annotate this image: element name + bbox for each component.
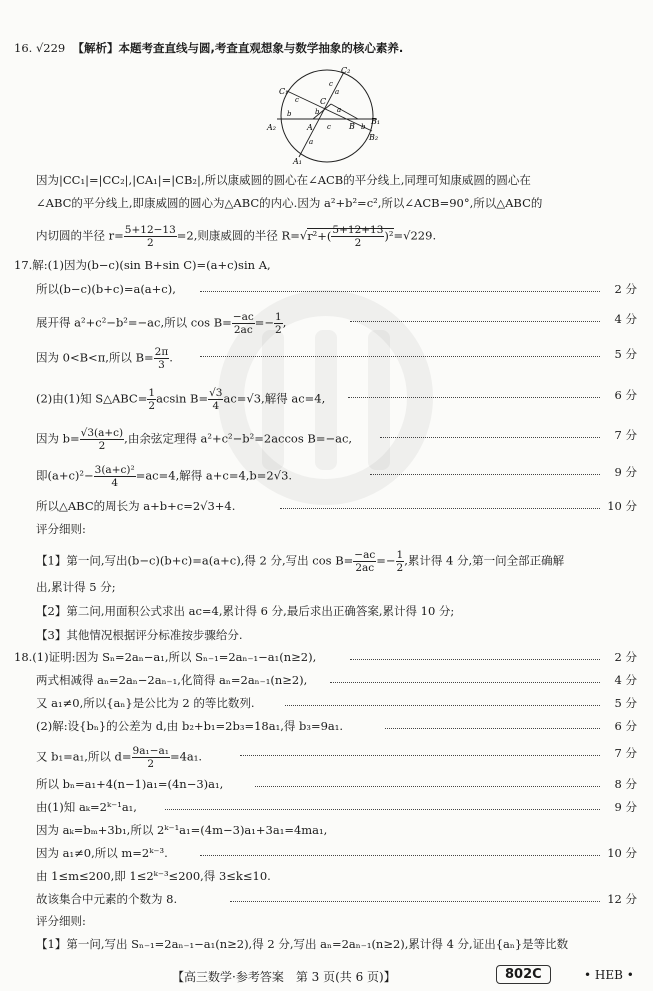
svg-text:C₂: C₂ — [341, 66, 351, 75]
score-leader — [200, 291, 600, 292]
q18-score-11: 12 分 — [607, 892, 637, 906]
svg-text:a: a — [335, 88, 340, 96]
q18-step-11: 故该集合中元素的个数为 8. — [36, 892, 178, 906]
q17-step-4: (2)由(1)知 S△ABC= $\frac{1}{2}$ acsin B= $\frac{√3}{4}$ ac=√3,解得 ac=4, — [36, 387, 326, 412]
q18-score-4: 6 分 — [614, 719, 637, 733]
q16-header: 16. √229 【解析】本题考查直线与圆,考查直观想象与数学抽象的核心素养. — [14, 41, 404, 55]
score-leader — [240, 755, 600, 756]
q17-score-2: 4 分 — [614, 312, 637, 326]
svg-text:c: c — [329, 80, 333, 88]
q17-score-3: 5 分 — [614, 347, 637, 361]
q18-score-9: 10 分 — [607, 846, 637, 860]
score-leader — [285, 705, 600, 706]
page-footer — [0, 966, 653, 988]
svg-text:B₂: B₂ — [369, 133, 379, 142]
q17-rubric-1-cont: 出,累计得 5 分; — [36, 580, 116, 594]
q17-rubric-3: 【3】其他情况根据评分标准按步骤给分. — [36, 628, 243, 642]
q17-step-5: 因为 b= $\frac{√3(a+c)}{2}$ ,由余弦定理得 a²+c²−b²=2accos B=−ac, — [36, 427, 353, 452]
score-leader — [200, 855, 600, 856]
score-leader — [280, 508, 600, 509]
q18-step-6: 所以 bₙ=a₁+4(n−1)a₁=(4n−3)a₁, — [36, 777, 224, 791]
q17-step-1: 所以(b−c)(b+c)=a(a+c), — [36, 282, 176, 296]
q18-score-5: 7 分 — [614, 746, 637, 760]
q18-step-8: 因为 aₖ=bₘ+3b₁,所以 2ᵏ⁻¹a₁=(4m−3)a₁+3a₁=4ma₁, — [36, 823, 328, 837]
footer-page-label: 【高三数学·参考答案 第 3 页(共 6 页)】 — [172, 970, 396, 984]
q17-score-5: 7 分 — [614, 428, 637, 442]
q16-line-3: 内切圆的半径 r= $\frac{5+12-13}{2}$ =2,则康威圆的半径 R=√r²+( $\frac{5+12+13}{2}$ )²=√229. — [36, 224, 437, 249]
score-leader — [385, 728, 600, 729]
svg-text:A₁: A₁ — [293, 157, 302, 166]
q17-rubric-1: 【1】第一问,写出(b−c)(b+c)=a(a+c),得 2 分,写出 cos B= $\frac{-ac}{2ac}$ =− $\frac{1}{2}$ ,累计得 4 分,第一问全部正确解 — [36, 549, 565, 574]
q18-step-5: 又 b₁=a₁,所以 d= $\frac{\text{9a₁−a₁}}{2}$ =4a₁. — [36, 745, 203, 770]
q18-score-2: 4 分 — [614, 673, 637, 687]
q16-line-2: ∠ABC的平分线上,即康威圆的圆心为△ABC的内心.因为 a²+b²=c²,所以∠ACB=90°,所以△ABC的 — [36, 196, 543, 210]
q18-step-3: 又 a₁≠0,所以{aₙ}是公比为 2 的等比数列. — [36, 696, 255, 710]
svg-text:A: A — [307, 123, 313, 132]
footer-code-badge: 802C — [496, 965, 551, 984]
q18-rubric-title: 评分细则: — [36, 914, 86, 928]
q17-score-4: 6 分 — [614, 388, 637, 402]
svg-text:b: b — [361, 123, 366, 131]
score-leader — [330, 682, 600, 683]
q17-step-3: 因为 0<B<π,所以 B= $\frac{2\pi}{3}$ . — [36, 346, 173, 371]
q17-step-2: 展开得 a²+c²−b²=−ac,所以 cos B= $\frac{-ac}{2ac}$ =− $\frac{1}{2}$ , — [36, 311, 287, 336]
svg-text:B₁: B₁ — [371, 117, 381, 126]
score-leader — [255, 786, 600, 787]
score-leader — [380, 437, 600, 438]
q18-rubric-1: 【1】第一问,写出 Sₙ₋₁=2aₙ₋₁−a₁(n≥2),得 2 分,写出 aₙ=2aₙ₋₁(n≥2),累计得 4 分,证出{aₙ}是等比数 — [36, 937, 569, 951]
score-leader — [348, 397, 600, 398]
svg-text:C₁: C₁ — [279, 87, 289, 96]
svg-text:C: C — [320, 97, 327, 106]
q17-heading: 17.解:(1)因为(b−c)(sin B+sin C)=(a+c)sin A, — [14, 258, 271, 272]
q18-score-6: 8 分 — [614, 777, 637, 791]
q18-step-1: 18.(1)证明:因为 Sₙ=2aₙ−a₁,所以 Sₙ₋₁=2aₙ₋₁−a₁(n≥2), — [14, 650, 317, 664]
svg-text:B: B — [349, 122, 355, 131]
svg-text:b: b — [315, 108, 320, 116]
q18-step-4: (2)解:设{bₙ}的公差为 d,由 b₂+b₁=2b₃=18a₁,得 b₃=9a₁. — [36, 719, 344, 733]
q18-step-10: 由 1≤m≤200,即 1≤2ᵏ⁻³≤200,得 3≤k≤10. — [36, 869, 271, 883]
svg-text:b: b — [287, 110, 292, 118]
q18-step-9: 因为 a₁≠0,所以 m=2ᵏ⁻³. — [36, 846, 168, 860]
score-leader — [370, 474, 600, 475]
score-leader — [350, 321, 600, 322]
q18-score-3: 5 分 — [614, 696, 637, 710]
score-leader — [200, 356, 600, 357]
q18-step-2: 两式相减得 aₙ=2aₙ−2aₙ₋₁,化简得 aₙ=2aₙ₋₁(n≥2), — [36, 673, 308, 687]
q17-rubric-title: 评分细则: — [36, 522, 86, 536]
q17-score-7: 10 分 — [607, 499, 637, 513]
svg-text:a: a — [337, 106, 342, 114]
svg-text:A₂: A₂ — [267, 123, 276, 132]
svg-text:a: a — [309, 138, 314, 146]
q18-score-1: 2 分 — [614, 650, 637, 664]
q18-step-7: 由(1)知 aₖ=2ᵏ⁻¹a₁, — [36, 800, 137, 814]
conway-circle-diagram — [265, 64, 390, 168]
score-leader — [350, 659, 600, 660]
svg-text:c: c — [295, 96, 299, 104]
svg-text:c: c — [327, 123, 331, 131]
q17-score-6: 9 分 — [614, 465, 637, 479]
q17-rubric-2: 【2】第二问,用面积公式求出 ac=4,累计得 6 分,最后求出正确答案,累计得 10 分; — [36, 604, 455, 618]
score-leader — [230, 901, 600, 902]
footer-publisher-mark: • HEB • — [584, 968, 634, 982]
q17-step-7: 所以△ABC的周长为 a+b+c=2√3+4. — [36, 499, 236, 513]
score-leader — [165, 809, 600, 810]
q18-score-7: 9 分 — [614, 800, 637, 814]
q16-line-1: 因为|CC₁|=|CC₂|,|CA₁|=|CB₂|,所以康威圆的圆心在∠ACB的平分线上,同理可知康威圆的圆心在 — [36, 173, 531, 187]
q17-step-6: 即(a+c)²− $\frac{\text{3(a+c)²}}{4}$ =ac=4,解得 a+c=4,b=2√3. — [36, 464, 293, 489]
q17-score-1: 2 分 — [614, 282, 637, 296]
